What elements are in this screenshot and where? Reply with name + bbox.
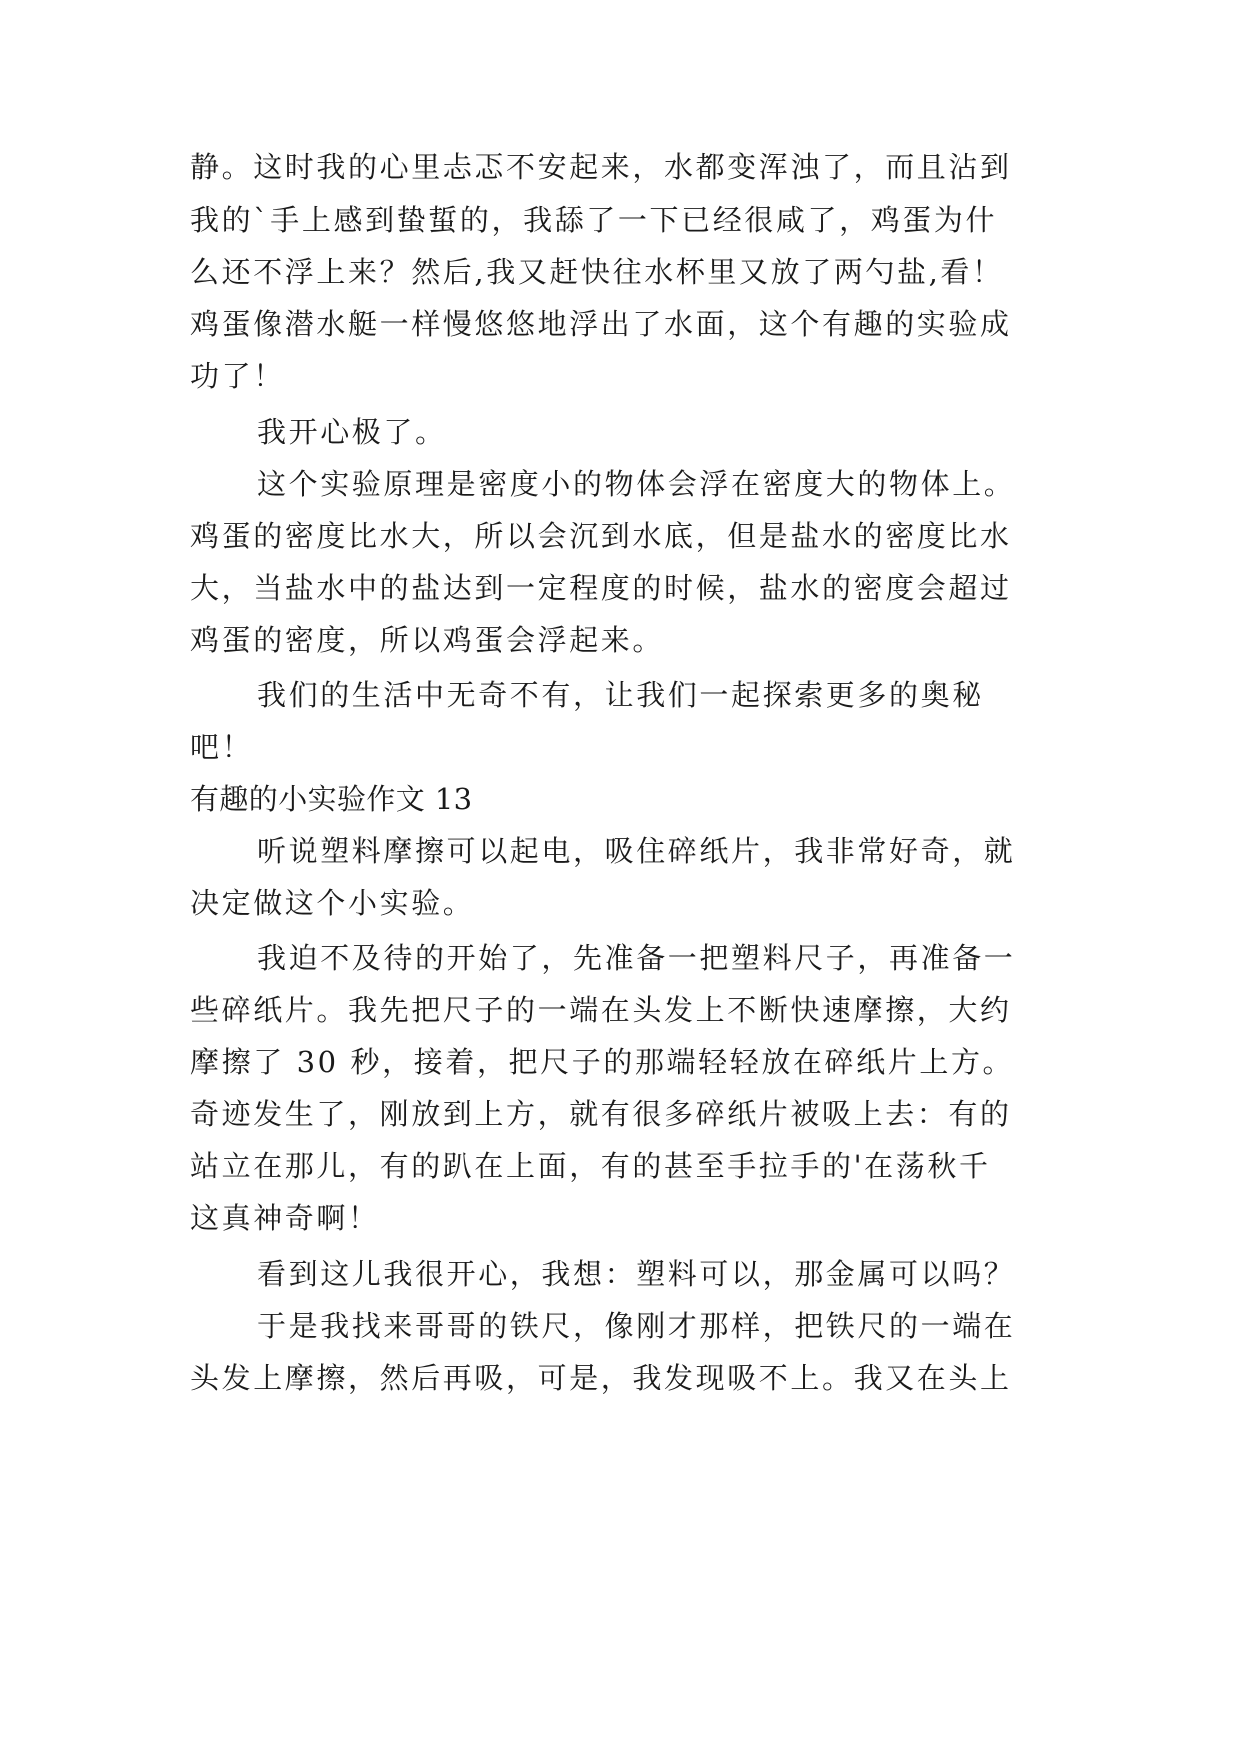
- text-line: 看到这儿我很开心，我想：塑料可以，那金属可以吗？: [257, 1257, 1016, 1291]
- text-line: 大，当盐水中的盐达到一定程度的时候，盐水的密度会超过: [190, 571, 1012, 605]
- text-line: 我开心极了。: [257, 415, 447, 449]
- text-line: 站立在那儿，有的趴在上面，有的甚至手拉手的'在荡秋千: [190, 1149, 991, 1183]
- text-line: 么还不浮上来？然后,我又赶快往水杯里又放了两勺盐,看！: [190, 255, 1004, 289]
- text-line: 我的`手上感到蛰蜇的，我舔了一下已经很咸了，鸡蛋为什: [190, 203, 998, 237]
- text-line: 这个实验原理是密度小的物体会浮在密度大的物体上。: [257, 467, 1016, 501]
- text-line: 静。这时我的心里忐忑不安起来，水都变浑浊了，而且沾到: [190, 150, 1012, 184]
- section-heading: 有趣的小实验作文 13: [190, 782, 473, 816]
- text-line: 于是我找来哥哥的铁尺，像刚才那样，把铁尺的一端在: [257, 1309, 1016, 1343]
- text-line: 头发上摩擦，然后再吸，可是，我发现吸不上。我又在头上: [190, 1361, 1012, 1395]
- text-line: 我们的生活中无奇不有，让我们一起探索更多的奥秘: [257, 678, 984, 712]
- text-line: 鸡蛋的密度比水大，所以会沉到水底，但是盐水的密度比水: [190, 519, 1012, 553]
- text-line: 鸡蛋的密度，所以鸡蛋会浮起来。: [190, 623, 665, 657]
- text-line: 些碎纸片。我先把尺子的一端在头发上不断快速摩擦，大约: [190, 993, 1012, 1027]
- text-line: 听说塑料摩擦可以起电，吸住碎纸片，我非常好奇，就: [257, 834, 1016, 868]
- text-line: 功了！: [190, 359, 285, 393]
- text-line: 吧！: [190, 730, 254, 764]
- text-line: 摩擦了 30 秒，接着，把尺子的那端轻轻放在碎纸片上方。: [190, 1045, 1015, 1079]
- text-line: 我迫不及待的开始了，先准备一把塑料尺子，再准备一: [257, 941, 1016, 975]
- text-line: 决定做这个小实验。: [190, 886, 475, 920]
- text-line: 这真神奇啊！: [190, 1201, 380, 1235]
- text-line: 奇迹发生了，刚放到上方，就有很多碎纸片被吸上去：有的: [190, 1097, 1012, 1131]
- text-line: 鸡蛋像潜水艇一样慢悠悠地浮出了水面，这个有趣的实验成: [190, 307, 1012, 341]
